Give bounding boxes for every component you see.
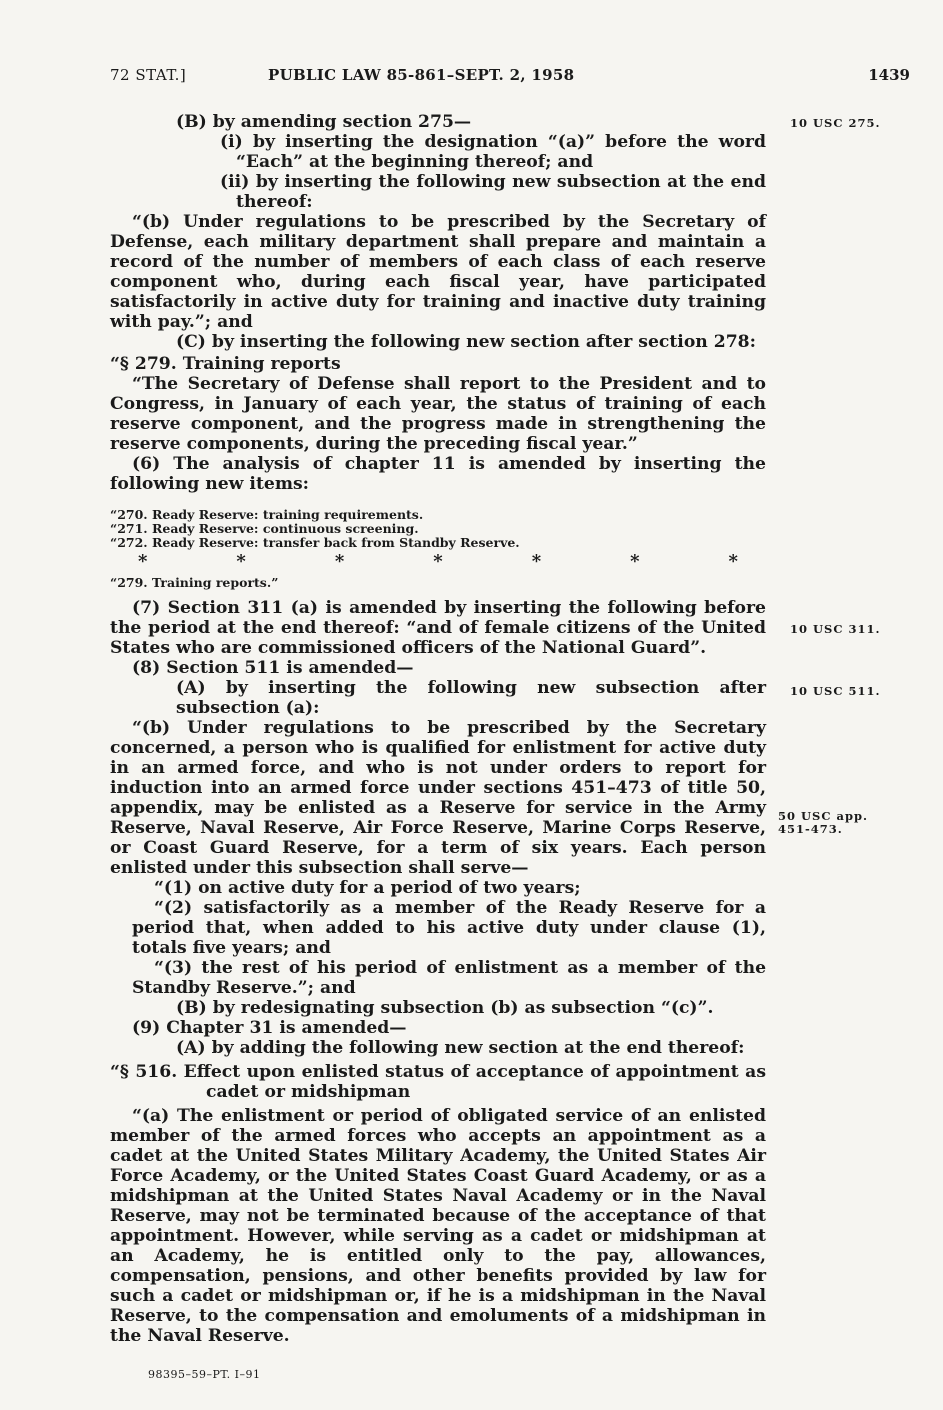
quoted-clause-1: “(1) on active duty for a period of two years; xyxy=(154,878,581,898)
quoted-clause-2: “(2) satisfactorily as a member of the Ready Reserve for a period that, when added to his active duty under clause (1), totals five years; and xyxy=(132,898,766,958)
section-516-text: “(a) The enlistment or period of obligated service of an enlisted member of the armed forces who accepts an appointment as a cadet at the United States Military Academy, the United States Air Force Academy, or the United States Coast Guard Academy, or as a midshipman at the United States Naval Academy or in the Naval Reserve, may not be terminated because of the acceptance of that appointment. However, while serving as a cadet or midshipman at an Academy, he is entitled only to the pay, allowances, compensation, pensions, and other benefits provided by law for such a cadet or midshipman or, if he is a midshipman in the Naval Reserve, to the compensation and emoluments of a midshipman in the Naval Reserve. xyxy=(110,1106,766,1346)
clause-c-new-section: (C) by inserting the following new section after section 278: xyxy=(176,332,756,352)
paragraph-8-section-511: (8) Section 511 is amended— xyxy=(132,658,414,678)
analysis-item: “272. Ready Reserve: transfer back from Standby Reserve. xyxy=(110,535,520,550)
section-279-text: “The Secretary of Defense shall report to the President and to Congress, in January of each year, the status of training of each reserve component, and the progress made in strengthening the reserve components, during the preceding fiscal year.” xyxy=(110,374,766,454)
analysis-item: “270. Ready Reserve: training requirements. xyxy=(110,507,424,522)
clause-a-new-subsection: (A) by inserting the following new subsection after subsection (a): xyxy=(176,678,766,718)
margin-citation-10-usc-511: 10 USC 511. xyxy=(790,684,881,698)
page-number: 1439 xyxy=(868,66,910,84)
page-header xyxy=(110,66,910,90)
margin-citation-50-usc-line1: 50 USC app. xyxy=(778,809,869,823)
section-516-heading: “§ 516. Effect upon enlisted status of acceptance of appointment as cadet or midshipman xyxy=(110,1062,766,1102)
quoted-subsection-b-511: “(b) Under regulations to be prescribed by the Secretary concerned, a person who is qualified for enlistment for active duty in an armed force, and who is not under orders to report for induction into an armed force under sections 451–473 of title 50, appendix, may be enlisted as a Reserve for service in the Army Reserve, Naval Reserve, Air Force Reserve, Marine Corps Reserve, or Coast Guard Reserve, for a term of six years. Each person enlisted under this subsection shall serve— xyxy=(110,718,766,878)
clause-a-add-section: (A) by adding the following new section at the end thereof: xyxy=(176,1038,745,1058)
paragraph-7-section-311: (7) Section 311 (a) is amended by inserting the following before the period at the end thereof: “and of female citizens of the United States who are commissioned officers of the National Guard”. xyxy=(110,598,766,658)
clause-b-amend-275: (B) by amending section 275— xyxy=(176,112,472,132)
statute-text xyxy=(110,112,766,1346)
omission-asterisks: * * * * * * * xyxy=(138,551,738,572)
quoted-subsection-b-275: “(b) Under regulations to be prescribed by the Secretary of Defense, each military department shall prepare and maintain a record of the number of members of each class of each reserve component who, during each fiscal year, have participated satisfactorily in active duty for training and inactive duty training with pay.”; and xyxy=(110,212,766,332)
public-law-title: PUBLIC LAW 85-861–SEPT. 2, 1958 xyxy=(268,66,575,84)
paragraph-6-analysis: (6) The analysis of chapter 11 is amended by inserting the following new items: xyxy=(110,454,766,494)
statute-volume: 72 STAT.] xyxy=(110,66,187,84)
clause-b-redesignate: (B) by redesignating subsection (b) as subsection “(c)”. xyxy=(176,998,714,1018)
section-279-heading: “§ 279. Training reports xyxy=(110,354,341,374)
subclause-ii: (ii) by inserting the following new subsection at the end thereof: xyxy=(220,172,766,212)
analysis-item: “271. Ready Reserve: continuous screening. xyxy=(110,521,419,536)
margin-citation-10-usc-311: 10 USC 311. xyxy=(790,622,881,636)
subclause-i: (i) by inserting the designation “(a)” before the word “Each” at the beginning thereof; and xyxy=(220,132,766,172)
quoted-clause-3: “(3) the rest of his period of enlistment as a member of the Standby Reserve.”; and xyxy=(132,958,766,998)
print-code-footer: 98395–59–PT. I–91 xyxy=(148,1368,261,1381)
analysis-item-279: “279. Training reports.” xyxy=(110,575,279,590)
margin-citation-50-usc xyxy=(778,810,868,836)
margin-citation-10-usc-275: 10 USC 275. xyxy=(790,116,881,130)
margin-citation-50-usc-line2: 451-473. xyxy=(778,822,843,836)
paragraph-9-chapter-31: (9) Chapter 31 is amended— xyxy=(132,1018,407,1038)
analysis-items xyxy=(110,508,766,590)
